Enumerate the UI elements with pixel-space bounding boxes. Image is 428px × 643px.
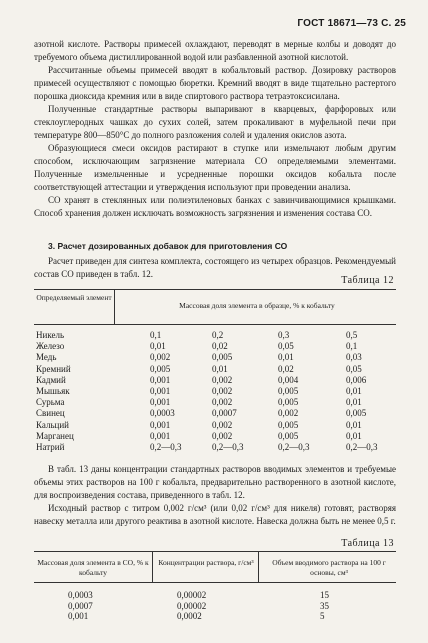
table-rule [34,551,396,552]
table-12-element: Железо [36,341,65,352]
paragraph: Рассчитанные объемы примесей вводят в кобальтовый раствор. Дозировку растворов примесей осуществляют с помощью бюретки. Кремний вводят в виде тщательно растертого порошка диоксида кремния или в виде спиртового раствора тетраэтоксисилана. [34,65,396,101]
table-12-element: Кремний [36,363,71,374]
table-12-cell: 0,005 [346,408,367,419]
table-12-cell: 0,01 [346,397,362,408]
table-12-cell: 0,005 [278,386,299,396]
table-12-cell: 0,002 [212,374,233,385]
table-12-cell: 0,005 [278,419,299,430]
table-12-cell: 0,0007 [212,408,237,419]
table-12-cell: 0,001 [150,374,171,385]
table-12-cell: 0,2—0,3 [346,442,378,452]
table-13-cell: 5 [320,611,325,621]
table-12-cell: 0,001 [150,386,171,396]
table-12-cell: 0,01 [346,386,362,396]
table-12-cell: 0,005 [212,352,233,363]
table-12-cell: 0,002 [212,397,233,408]
table-12-cell: 0,05 [346,363,362,374]
paragraph: Образующиеся смеси оксидов растирают в ступке или измельчают любым другим способом, исключающим загрязнение материала СО определяемыми элементами. Полученные измельченные и усредненные порошки оксидов кобальта после соответствующей аттестации и утверждения используют при проведении анализа. [34,143,396,192]
table-12-label: Таблица 12 [341,275,394,286]
paragraph: Полученные стандартные растворы выпаривают в кварцевых, фарфоровых или стеклоуглеродных чашках до сухих солей, затем прокаливают в муфельной печи при температуре 800—850°С до полного разложения солей и удаления окислов азота. [34,104,396,140]
table-12-cell: 0,2 [212,330,224,340]
table-12-cell: 0,002 [212,386,233,396]
table-12-element: Натрий [36,442,65,452]
table-12-cell: 0,05 [278,341,294,352]
table-rule [34,582,396,583]
body-text [34,463,396,528]
table-12-col1-header: Определяемый элемент [36,293,112,302]
table-12-cell: 0,002 [150,352,171,363]
table-12-cell: 0,004 [278,374,299,385]
table-13-cell: 15 [320,590,329,600]
table-12-cell: 0,006 [346,374,367,385]
table-13-cell: 0,0007 [68,600,93,611]
paragraph: азотной кислоте. Растворы примесей охлаждают, переводят в мерные колбы и доводят до требуемого объема дистиллированной водой или разбавленной азотной кислотой. [34,39,396,62]
table-13-col1-header: Массовая доля элемента в СО, % к кобальту [37,558,149,577]
table-12-cell: 0,2—0,3 [212,442,244,452]
table-12-element: Свинец [36,408,65,419]
table-12-element: Марганец [36,430,74,441]
section-heading: 3. Расчет дозированных добавок для приготовления СО [48,241,288,251]
table-12-cell: 0,3 [278,330,290,340]
table-12-cell: 0,01 [212,363,228,374]
table-13-cell: 0,00002 [177,600,207,611]
table-12-cell: 0,1 [346,341,358,352]
table-13-cell: 0,0003 [68,590,93,600]
table-13-col3-header: Объем вводимого раствора на 100 г основы, см³ [272,558,386,577]
table-12-cell: 0,5 [346,330,358,340]
table-12-cell: 0,2—0,3 [278,442,310,452]
table-12-cell: 0,002 [212,430,233,441]
table-12-cell: 0,005 [150,363,171,374]
table-13-cell: 0,001 [68,611,89,621]
table-13-label: Таблица 13 [341,538,394,549]
table-12-element: Сурьма [36,397,65,408]
table-rule [258,551,259,582]
paragraph: Исходный раствор с титром 0,002 г/см³ (или 0,02 г/см³ для никеля) готовят, растворяя навеску металла или другого реактива в азотной кислоте. Навеска должна быть не менее 0,5 г. [34,503,396,526]
table-13-cell: 35 [320,600,329,611]
table-rule [34,324,396,325]
table-12-element: Кальций [36,419,70,430]
section-block [34,240,396,253]
table-12-cell: 0,002 [212,419,233,430]
table-rule [114,289,115,324]
table-13-cell: 0,00002 [177,590,207,600]
table-12-cell: 0,001 [150,430,171,441]
table-rule [34,289,396,290]
table-12-cell: 0,001 [150,419,171,430]
table-12-element: Никель [36,330,65,340]
body-text [34,38,396,220]
table-13-col2-header: Концентрации раствора, г/см³ [158,558,254,567]
table-12-element: Медь [36,352,57,363]
page-header: ГОСТ 18671—73 С. 25 [297,18,406,29]
table-12-cell: 0,2—0,3 [150,442,182,452]
table-12-cell: 0,02 [212,341,228,352]
table-12-cell: 0,01 [346,430,362,441]
table-12-col2-header: Массовая доля элемента в образце, % к кобальту [179,301,335,310]
table-12-cell: 0,01 [278,352,294,363]
table-12-cell: 0,1 [150,330,162,340]
table-12-cell: 0,01 [150,341,166,352]
table-12-element: Кадмий [36,374,66,385]
table-12-cell: 0,005 [278,397,299,408]
table-rule [152,551,153,582]
table-12-cell: 0,002 [278,408,299,419]
paragraph: В табл. 13 даны концентрации стандартных растворов вводимых элементов и требуемые объемы этих растворов на 100 г кобальта, предварительно растворенного в азотной кислоте, для воспроизведения состава, приведенного в табл. 12. [34,464,396,500]
table-12-cell: 0,03 [346,352,362,363]
table-12-element: Мышьяк [36,386,70,396]
table-12-cell: 0,02 [278,363,294,374]
table-13-cell: 0,0002 [177,611,202,621]
table-12-cell: 0,0003 [150,408,175,419]
table-12-cell: 0,001 [150,397,171,408]
table-12-cell: 0,005 [278,430,299,441]
paragraph: СО хранят в стеклянных или полиэтиленовых банках с завинчивающимися крышками. Способ хранения должен исключать возможность загрязнения и изменения состава СО. [34,195,396,218]
table-12-cell: 0,01 [346,419,362,430]
paragraph: Расчет приведен для синтеза комплекта, состоящего из четырех образцов. Рекомендуемый состав СО приведен в табл. 12. [34,256,396,279]
